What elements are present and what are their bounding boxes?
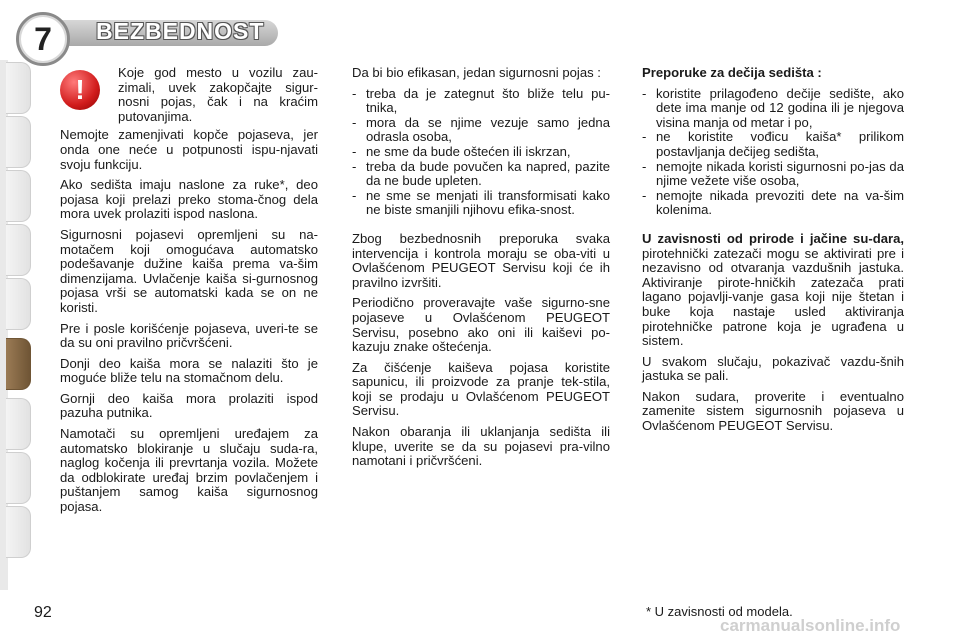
- paragraph: Ako sedišta imaju naslone za ruke*, deo pojasa koji prelazi preko stoma-čnog dela mora uvek prolaziti ispod naslona.: [60, 177, 318, 222]
- watermark: carmanualsonline.info: [720, 616, 901, 635]
- section-heading: Preporuke za dečija sedišta :: [642, 65, 822, 80]
- chapter-tab[interactable]: [6, 452, 31, 504]
- page-title: BEZBEDNOST: [96, 18, 265, 44]
- paragraph: Da bi bio efikasan, jedan sigurnosni pojas :: [352, 65, 601, 80]
- paragraph: Sigurnosni pojasevi opremljeni su na-motačem koji omogućava automatsko podešavanje dužine kaiša prema va-šim dimenzijama. Uvlačenje kaiša si-gurnosnog pojasa vrši se automatski kada se on ne koristi.: [60, 226, 318, 315]
- chapter-tabs: [0, 62, 34, 592]
- paragraph: Nemojte zamenjivati kopče pojaseva, jer onda one neće u potpunosti ispu-njavati svoju funkciju.: [60, 127, 318, 172]
- paragraph: [642, 232, 904, 349]
- paragraph: Nakon sudara, proverite i eventualno zamenite sistem sigurnosnih pojaseva u Ovlašćenom PEUGEOT Servisu.: [642, 388, 904, 434]
- chapter-tab[interactable]: [6, 224, 31, 276]
- list-item: - ne koristite vođicu kaiša* prilikom postavljanja dečijeg sedišta,: [642, 130, 904, 159]
- chapter-tab-active[interactable]: [6, 338, 31, 390]
- list-item: - koristite prilagođeno dečije sedište, ako dete ima manje od 12 godina ili je njegova visina manja od metar i po,: [642, 87, 904, 131]
- paragraph-rest: pirotehnički zatezači mogu se aktivirati pre i nezavisno od otvaranja vazdušnih jastuka. Aktiviranje pirote-hničkih zatezača prati lagano pojavlji-vanje gasa koji nije štetan i buke koja nastaje usled aktiviranja pirotehničke patrone koja je ugrađena u sistem.: [642, 245, 904, 349]
- list-item: - ne sme se menjati ili transformisati kako ne biste smanjili njihovu efika-snost.: [352, 189, 610, 218]
- paragraph: Donji deo kaiša mora se nalaziti što je moguće bliže telu na stomačnom delu.: [60, 355, 318, 386]
- list-item: - nemojte nikada prevoziti dete na va-šim kolenima.: [642, 189, 904, 218]
- paragraph: Gornji deo kaiša mora prolaziti ispod pazuha putnika.: [60, 390, 318, 421]
- warning-block: [60, 66, 318, 124]
- exclamation-icon: !: [60, 70, 100, 110]
- list-item: - mora da se njime vezuje samo jedna odrasla osoba,: [352, 116, 610, 145]
- paragraph: Za čišćenje kaiševa pojasa koristite sapunicu, ili proizvode za pranje tek-stila, koji se prodaju u Ovlašćenom PEUGEOT Servisu.: [352, 359, 610, 419]
- child-seat-list: [642, 87, 904, 218]
- chapter-tab[interactable]: [6, 62, 31, 114]
- chapter-tab[interactable]: [6, 506, 31, 558]
- list-item: - ne sme da bude oštećen ili iskrzan,: [352, 145, 610, 160]
- list-item: - nemojte nikada koristi sigurnosni po-jas da njime vežete više osoba,: [642, 160, 904, 189]
- column-3: [642, 66, 904, 440]
- paragraph: Zbog bezbednosnih preporuka svaka intervencija i kontrola moraju se oba-viti u Ovlašćenom PEUGEOT Servisu koji će ih pravilno izvršiti.: [352, 230, 610, 290]
- paragraph: Pre i posle korišćenje pojaseva, uveri-te se da su oni pravilno pričvršćeni.: [60, 320, 318, 351]
- chapter-tab[interactable]: [6, 398, 31, 450]
- list-item: - treba da je zategnut što bliže telu pu-tnika,: [352, 87, 610, 116]
- chapter-tab[interactable]: [6, 278, 31, 330]
- paragraph: Namotači su opremljeni uređajem za automatsko blokiranje u slučaju suda-ra, naglog kočenja ili prevrtanja vozila. Možete da odblokirate uređaj brzim povlačenjem i puštanjem samog kaiša sigurnosnog pojasa.: [60, 426, 318, 515]
- warning-text: Koje god mesto u vozilu zau-zimali, uvek zakopčajte sigur-nosni pojas, čak i na kraćim putovanjima.: [118, 65, 318, 124]
- paragraph: Nakon obaranja ili uklanjanja sedišta ili klupe, uverite se da su pojasevi pra-vilno namotani i pričvršćeni.: [352, 424, 610, 469]
- list-item: - treba da bude povučen ka napred, pazite da ne bude upleten.: [352, 160, 610, 189]
- chapter-tab[interactable]: [6, 170, 31, 222]
- footnote: * U zavisnosti od modela.: [646, 604, 793, 619]
- chapter-tab[interactable]: [6, 116, 31, 168]
- bold-lead: U zavisnosti od prirode i jačine su-dara,: [642, 230, 904, 246]
- column-1: [60, 66, 318, 521]
- paragraph: Periodično proveravajte vaše sigurno-sne pojaseve u Ovlašćenom PEUGEOT Servisu, posebno ako oni ili kaiševi po-kazuju znake oštećenja.: [352, 295, 610, 355]
- chapter-number: 7: [16, 12, 70, 66]
- paragraph: U svakom slučaju, pokazivač vazdu-šnih jastuka se pali.: [642, 353, 904, 384]
- page-number: 92: [34, 604, 52, 621]
- belt-requirements-list: [352, 87, 610, 218]
- column-2: [352, 66, 610, 475]
